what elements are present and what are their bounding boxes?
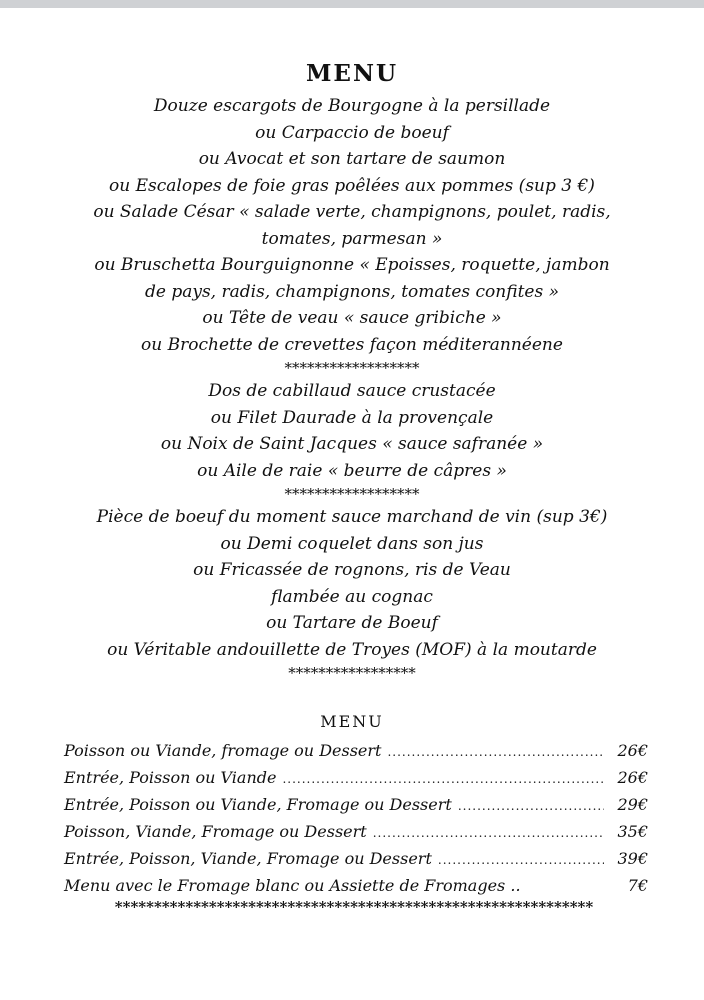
formula-price: 7€ (627, 876, 648, 895)
dish-line: ou Bruschetta Bourguignonne « Epoisses, roquette, jambon (94, 255, 610, 275)
formula-price: 39€ (617, 849, 648, 868)
leader-dots (438, 847, 604, 874)
dish-line: ou Demi coquelet dans son jus (220, 533, 484, 554)
dish-line: ou Salade César « salade verte, champignons, poulet, radis, (93, 202, 611, 222)
dish-line: ou Tartare de Boeuf (266, 613, 438, 633)
dish-line: flambée au cognac (271, 586, 433, 607)
formula-row (60, 818, 648, 845)
formula-row (60, 791, 648, 818)
dish-line: ou Tête de veau « sauce gribiche » (202, 308, 502, 328)
dish-line: ou Fricassée de rognons, ris de Veau (193, 560, 511, 580)
dish-line: ou Noix de Saint Jacques « sauce safranée » (160, 434, 544, 454)
leader-dots (387, 739, 604, 766)
dish-line: ou Véritable andouillette de Troyes (MOF) à la moutarde (107, 639, 597, 660)
formula-price: 26€ (617, 768, 648, 787)
formula-row (60, 737, 648, 764)
section-separator: ****************** (284, 359, 420, 377)
dish-line: Douze escargots de Bourgogne à la persillade (153, 96, 551, 116)
formula-row (60, 845, 648, 872)
dish-line: Dos de cabillaud sauce crustacée (208, 381, 496, 401)
leader-dots (458, 793, 604, 820)
dish-line: ou Aile de raie « beurre de câpres » (197, 460, 507, 481)
menu-title: MENU (305, 60, 399, 87)
formula-row (60, 872, 648, 899)
dish-line: ou Avocat et son tartare de saumon (198, 149, 506, 169)
formulas-title: MENU (320, 712, 384, 731)
section-separator: ***************** (288, 664, 416, 682)
dish-line: Pièce de boeuf du moment sauce marchand de vin (sup 3€) (96, 507, 608, 527)
formula-label: Entrée, Poisson, Viande, Fromage ou Dessert (64, 849, 432, 868)
formula-label: Entrée, Poisson ou Viande (64, 768, 277, 787)
formulas-list (60, 737, 648, 899)
formula-price: 35€ (617, 822, 648, 841)
section-separator: ****************** (284, 485, 420, 503)
formula-label: Entrée, Poisson ou Viande, Fromage ou Dessert (64, 795, 452, 814)
leader-dots (282, 766, 604, 793)
dish-line: ou Brochette de crevettes façon méditerannéene (141, 334, 563, 355)
formula-label: Poisson ou Viande, fromage ou Dessert (64, 741, 382, 760)
formula-price: 29€ (617, 795, 648, 814)
formula-price: 26€ (617, 741, 648, 760)
dish-line: ou Filet Daurade à la provençale (210, 407, 494, 428)
final-separator: ************************************************************* (114, 898, 594, 916)
formula-label: Poisson, Viande, Fromage ou Dessert (64, 822, 367, 841)
dish-line: tomates, parmesan » (261, 228, 443, 249)
dish-line: ou Carpaccio de boeuf (255, 122, 449, 143)
dish-line: de pays, radis, champignons, tomates confites » (144, 281, 559, 302)
leader-dots (373, 820, 604, 847)
formula-row (60, 764, 648, 791)
dishes-list (0, 93, 704, 683)
dish-line: ou Escalopes de foie gras poêlées aux pommes (sup 3 €) (109, 175, 595, 196)
formula-label: Menu avec le Fromage blanc ou Assiette de Fromages .. (64, 876, 521, 895)
